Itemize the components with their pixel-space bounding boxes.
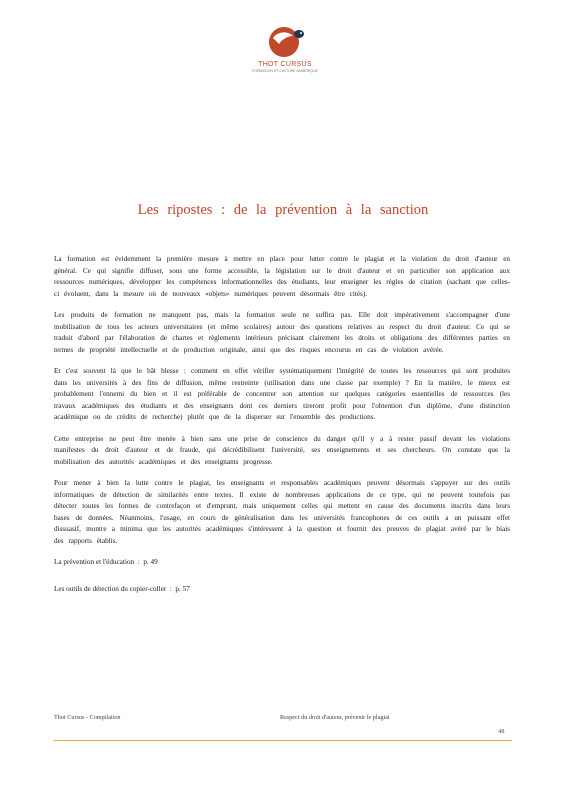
thot-cursus-logo-icon (263, 24, 307, 60)
paragraph-1: La formation est évidemment la première mesure à mettre en place pour lutter contre le plagiat et la violation du droit d'auteur en général. Ce qui signifie diffuser, sous une forme accessible, la législation sur le droit d'auteur et en particulier son application aux ressources numériques, développer les compétences informationnelles des étudiants, leur enseigner les règles de citation (sachant que celles-ci évoluent, dans la mesure où de nouveaux «objets» numériques peuvent désormais être cités). (54, 255, 510, 298)
paragraph-4: Cette entreprise ne peut être menée à bien sans une prise de conscience du danger qu'il y a à rester passif devant les violations manifestes du droit d'auteur et de fraude, qui décrédibilisent l'université, ses enseignements et ses chercheurs. On constate que la mobilisation des autorités académiques et des enseignants progresse. (54, 434, 510, 466)
page-number: 48 (498, 728, 505, 735)
toc-entry-prevention[interactable] (54, 557, 510, 568)
logo-tagline: FORMATION ET CULTURE NUMÉRIQUE (252, 69, 318, 73)
toc-label: Les outils de détection du copier-coller (54, 585, 167, 593)
paragraph-2: Les produits de formation ne manquent pas, mais la formation seule ne suffira pas. Elle doit impérativement s'accompagner d'une mobilisation de tous les acteurs universitaires (et même scolaires) autour des questions relatives au respect du droit d'auteur. Ce qui se traduit d'abord par l'élaboration de chartes et règlements intérieurs précisant clairement les droits et obligations des différentes parties en termes de propriété intellectuelle et de production originale, ainsi que des risques encourus en cas de violation avérée. (54, 311, 510, 354)
logo-name: THOT CURSUS (258, 61, 312, 68)
logo (250, 24, 320, 73)
paragraph-3: Et c'est souvent là que le bât blesse : comment en effet vérifier systématiquement l'intégrité de toutes les ressources qui sont produites dans les universités à des fins de diffusion, même restreinte (utilisation dans une classe par exemple) ? En la matière, le mieux est probablement l'ennemi du bien et il est préférable de concentrer son attention sur quelques catégories essentielles de ressources (les travaux académiques des étudiants et des enseignants dont ces derniers tireront profit pour l'obtention d'un diplôme, d'une distinction académique ou de crédits de recherche) plutôt que de la disperser sur l'ensemble des productions. (54, 367, 510, 421)
footer-left: Thot Cursus - Compilation (54, 714, 121, 721)
toc-separator: : (168, 585, 174, 593)
footer-divider (54, 740, 512, 741)
section-title: Les ripostes : de la prévention à la sanction (137, 202, 429, 218)
toc-page: p. 49 (143, 558, 158, 566)
toc-page: p. 57 (175, 585, 190, 593)
toc-entry-detection-tools[interactable] (54, 584, 510, 595)
body-text (54, 254, 510, 611)
paragraph-5: Pour mener à bien la lutte contre le plagiat, les enseignants et responsables académiques peuvent désormais s'appuyer sur des outils informatiques de détection de similarités entre textes. Il existe de nombreuses applications de ce type, qui ne peuvent toutefois pas détecter toutes les formes de contrefaçon et d'emprunt, mais uniquement celles qui mettent en cause des documents inscrits dans leurs bases de données. Néanmoins, l'usage, en cours de généralisation dans les universités francophones de ces outils a un puissant effet dissuasif, montre a minima que les autorités académiques s'intéressent à la question et fournit des preuves de plagiat avéré par le biais des rapports établis. (54, 479, 510, 545)
toc-separator: : (135, 558, 142, 566)
footer-right: Respect du droit d'auteur, prévenir le plagiat (280, 714, 390, 721)
toc-label: La prévention et l'éducation (54, 558, 135, 566)
